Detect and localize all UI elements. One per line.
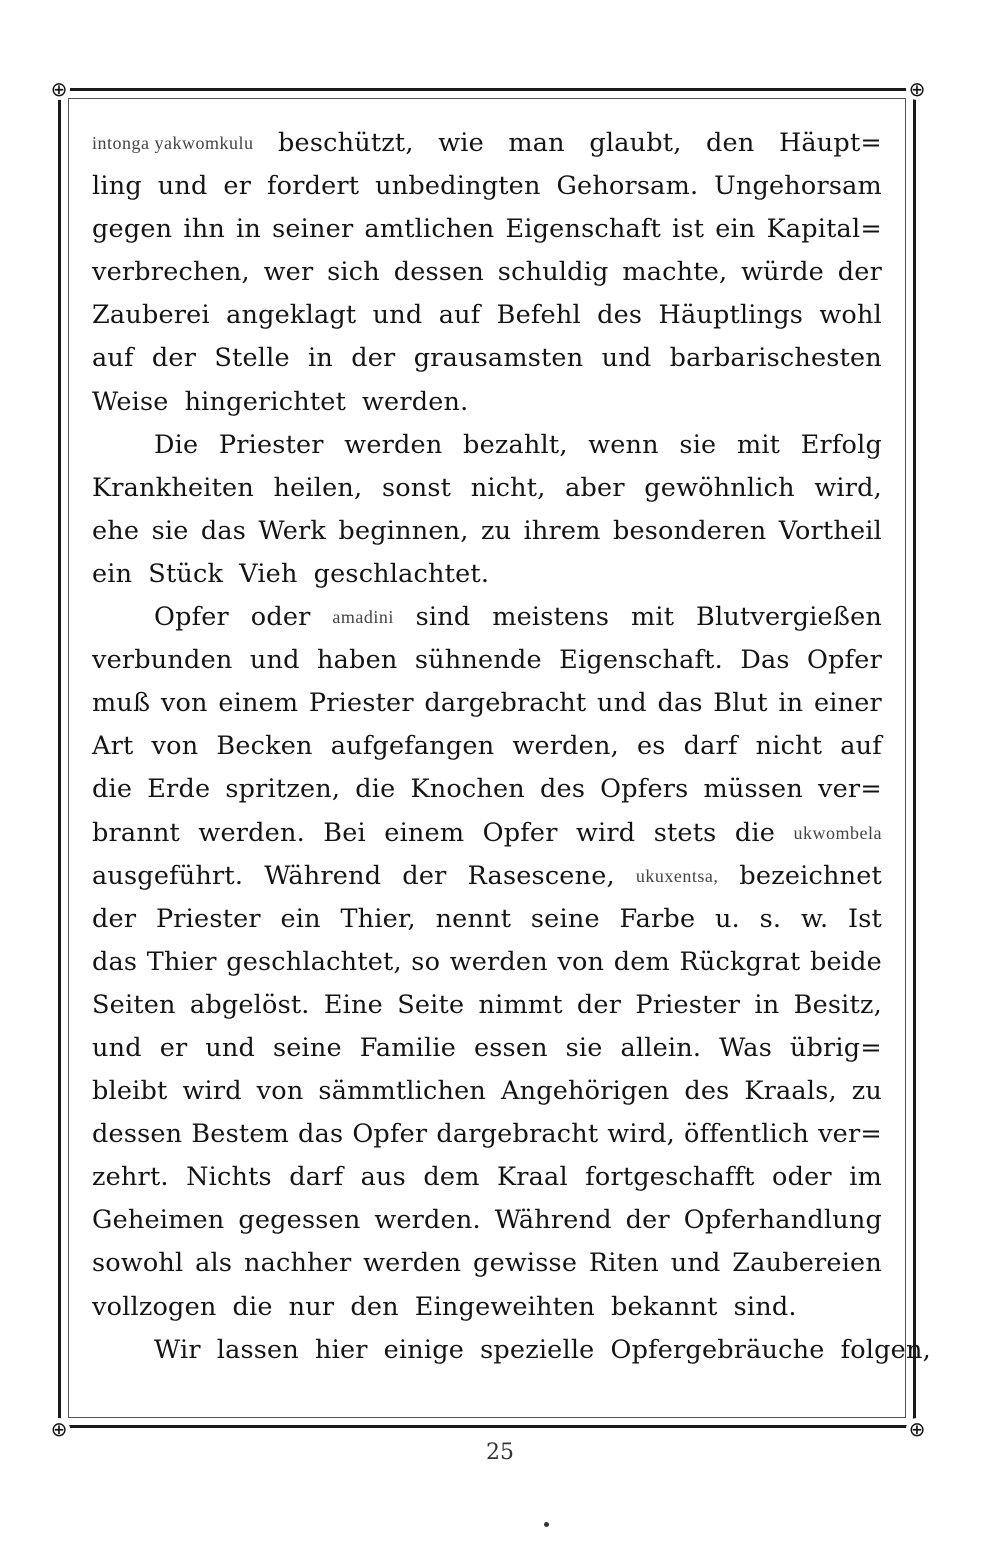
word: Erfolg [800,429,882,460]
word: dargebracht [424,688,587,719]
word: müssen [703,774,803,805]
word: wird, [814,472,882,503]
word: Das [740,645,790,676]
text-line [92,1199,882,1242]
word: stets [653,817,717,848]
text-line [92,768,882,811]
word: haben [317,645,398,676]
text-line [92,251,882,294]
word: Blutvergießen [696,602,882,633]
word: dem [423,1162,480,1193]
word: werden [344,429,443,460]
word: seine [272,1032,342,1063]
word: Opfers [600,774,689,805]
word: Nichts [186,1162,272,1193]
word: Vortheil [778,515,882,546]
word: Besitz, [793,989,882,1020]
word: in [778,688,804,719]
text-line [92,898,882,941]
word: intonga yakwomkulu [92,133,254,153]
word: nimmt [478,989,563,1020]
word: in [236,214,262,245]
word: spezielle [480,1334,595,1365]
word: hier [314,1334,368,1365]
word: Eine [323,989,383,1020]
word: Thier [146,946,217,977]
word: Thier, [340,903,416,934]
word: sind [415,602,471,633]
word: bleibt [92,1076,168,1107]
text-line [92,1329,931,1372]
word: gegessen [238,1205,361,1236]
word: der [402,860,447,891]
corner-ornament-icon: ⊕ [906,1418,928,1440]
word: Eingeweihten [414,1291,596,1322]
word: Ungehorsam [714,171,882,202]
word: geschlachtet. [313,558,490,589]
word: die [92,774,133,805]
word: Priester [635,989,741,1020]
word: oder [772,1162,832,1193]
word: folgen, [840,1334,931,1365]
word: ihn [183,214,225,245]
word: Opfer [482,817,558,848]
word: Kapital= [766,214,882,245]
word: öffentlich [684,1119,810,1150]
word: das [200,515,247,546]
word: auf [840,731,882,762]
text-line [92,553,882,596]
word: zehrt. [92,1162,169,1193]
word: die [734,817,776,848]
word: ling [92,171,142,202]
word: wird, [607,1119,675,1150]
word: und [601,343,652,374]
word: Erde [147,774,211,805]
word: es [636,731,666,762]
word: verbrechen, [92,257,250,288]
word: in [308,343,333,374]
word: amtlichen [364,214,495,245]
word: sämmtlichen [318,1076,487,1107]
word: allein. [620,1032,702,1063]
word: wenn [588,429,659,460]
word: gewöhnlich [644,472,795,503]
word: aber [565,472,625,503]
word: Riten [588,1248,659,1279]
word: ver= [818,1119,882,1150]
text-line [92,855,882,898]
word: nicht [755,731,823,762]
word: heilen, [273,472,363,503]
word: zu [851,1076,882,1107]
word: gegen [92,214,173,245]
word: von [151,731,199,762]
word: Opfer [352,1119,428,1150]
word: hingerichtet [184,386,347,417]
word: s. [759,903,782,934]
word: ukuxentsa, [635,865,719,886]
word: Priester [218,429,324,460]
text-line [92,337,882,380]
word: Stück [148,558,224,589]
word: Rasescene, [467,860,615,891]
word: seiner [272,214,354,245]
word: sind. [733,1291,797,1322]
word: bezeichnet [739,860,882,891]
word: spritzen, [225,774,341,805]
word: und [92,1032,142,1063]
word: der [351,343,396,374]
word: Eigenschaft [505,214,661,245]
word: fordert [267,171,360,202]
word: wird [182,1076,242,1107]
word: den [350,1291,399,1322]
word: der [625,1205,670,1236]
word: nicht, [470,472,546,503]
word: dargebracht [436,1119,599,1150]
word: Opfer [154,602,229,633]
word: auf [438,300,481,331]
text-line [92,984,882,1027]
text-line [92,1242,882,1285]
text-line [92,682,882,725]
word: fortgeschafft [585,1162,755,1193]
word: Häuptlings [658,300,804,331]
word: ihrem [523,515,601,546]
word: der [576,989,622,1020]
word: und [157,171,208,202]
word: aus [360,1162,406,1193]
word: und [597,688,647,719]
word: machte, [622,257,728,288]
text-line [92,165,882,208]
word: schuldig [497,257,609,288]
word: Während [264,860,382,891]
word: Bei [323,817,366,848]
word: Blut [713,688,768,719]
word: Während [494,1205,612,1236]
word: barbarischesten [669,343,882,374]
word: des [597,300,643,331]
word: Weise [92,386,169,417]
text-line [92,294,882,337]
word: darf [289,1162,344,1193]
word: sowohl [92,1248,184,1279]
word: ukwombela [793,822,882,843]
word: des [540,774,586,805]
word: Zaubereien [732,1248,882,1279]
word: Rückgrat [679,946,801,977]
word: vollzogen [92,1291,217,1322]
word: Priester [308,688,414,719]
word: sie [565,1032,603,1063]
word: muß [92,688,151,719]
word: sich [327,257,380,288]
word: angeklagt [226,300,357,331]
word: der [92,903,137,934]
word: Werk [258,515,327,546]
word: Priester [155,903,261,934]
word: er [159,1032,188,1063]
word: dessen [92,1119,183,1150]
word: wird [576,817,636,848]
word: auf [92,343,134,374]
word: Krankheiten [92,472,254,503]
word: grausamsten [413,343,584,374]
word: einige [383,1334,465,1365]
word: unbedingten [375,171,541,202]
word: beide [809,946,882,977]
word: und [372,300,423,331]
page-number: 25 [486,1440,514,1465]
word: der [151,343,197,374]
word: sie [679,429,717,460]
word: werden [449,946,548,977]
word: so [411,946,441,977]
word: bezahlt, [463,429,568,460]
word: gewisse [473,1248,578,1279]
word: Opfergebräuche [610,1334,825,1365]
word: im [849,1162,882,1193]
word: nachher [243,1248,352,1279]
text-line [92,122,882,165]
word: die [232,1291,273,1322]
word: dessen [393,257,484,288]
word: darf [683,731,738,762]
text-line [92,208,882,251]
word: in [754,989,780,1020]
text-line [92,812,882,855]
word: Seiten [92,989,176,1020]
word: das [298,1119,344,1150]
word: das [657,688,703,719]
word: von [557,946,605,977]
word: nennt [435,903,512,934]
corner-ornament-icon: ⊕ [906,78,928,100]
text-line [92,1027,882,1070]
text-line [92,941,882,984]
word: oder [250,602,311,633]
word: ein [92,558,133,589]
word: Geheimen [92,1205,225,1236]
word: beschützt, [278,128,414,158]
text-line [92,1156,882,1199]
word: ein [715,214,756,245]
word: aufgefangen [330,731,495,762]
word: ver= [818,774,882,805]
word: von [160,688,208,719]
word: w. [800,903,829,934]
word: von [256,1076,304,1107]
word: Ist [847,903,882,934]
word: wohl [819,300,882,331]
word: mit [736,429,781,460]
word: geschlachtet, [226,946,402,977]
text-line [92,596,882,639]
word: Farbe [619,903,696,934]
word: meistens [492,602,610,633]
word: ein [280,903,321,934]
text-line [92,1286,882,1329]
text-line [92,1113,882,1156]
text-line [92,510,882,553]
word: abgelöst. [189,989,310,1020]
text-line [92,639,882,682]
word: ausgeführt. [92,860,244,891]
word: dem [613,946,670,977]
word: werden. [362,386,469,417]
text-line [92,467,882,510]
word: Die [154,429,199,460]
word: zu [480,515,512,546]
text-line [92,381,882,424]
word: Knochen [410,774,525,805]
word: und [205,1032,256,1063]
word: u. [714,903,740,934]
word: Stelle [214,343,290,374]
word: der [837,257,882,288]
word: werden. [374,1205,481,1236]
word: ehe [92,515,140,546]
word: glaubt, [589,128,682,158]
word: des [684,1076,730,1107]
word: die [355,774,396,805]
word: wer [263,257,314,288]
word: wie [438,128,484,158]
word: Kraal [497,1162,568,1193]
word: einer [813,688,882,719]
word: besonderen [612,515,767,546]
body-text [92,122,931,1372]
text-line [92,424,882,467]
word: Wir [154,1334,201,1365]
word: Art [92,731,134,762]
word: Opferhandlung [683,1205,882,1236]
word: werden, [512,731,619,762]
word: amadini [332,607,394,628]
word: Eigenschaft. [559,645,723,676]
word: den [706,128,755,158]
word: Zauberei [92,300,210,331]
word: und [249,645,300,676]
word: Bestem [191,1119,289,1150]
word: und [670,1248,721,1279]
word: bekannt [611,1291,718,1322]
word: Familie [359,1032,457,1063]
word: Häupt= [778,128,882,158]
word: sühnende [414,645,542,676]
word: brannt [92,817,181,848]
word: Befehl [496,300,581,331]
ink-speck [544,1522,549,1527]
word: verbunden [92,645,233,676]
word: seine [530,903,600,934]
word: mit [631,602,675,633]
word: einem [218,688,299,719]
word: essen [473,1032,548,1063]
word: Angehörigen [500,1076,670,1107]
word: Was [719,1032,772,1063]
word: nur [288,1291,335,1322]
word: als [195,1248,233,1279]
word: ist [672,214,705,245]
word: Kraals, [744,1076,837,1107]
corner-ornament-icon: ⊕ [48,1418,70,1440]
word: übrig= [789,1032,882,1063]
text-line [92,725,882,768]
word: werden. [198,817,305,848]
text-line [92,1070,882,1113]
word: Opfer [807,645,882,676]
word: sonst [381,472,452,503]
word: sie [151,515,189,546]
word: beginnen, [338,515,469,546]
word: man [508,128,565,158]
word: Gehorsam. [556,171,699,202]
word: Becken [216,731,313,762]
corner-ornament-icon: ⊕ [48,78,70,100]
word: würde [741,257,824,288]
word: Vieh [239,558,298,589]
word: er [223,171,252,202]
word: Seite [397,989,465,1020]
word: lassen [216,1334,299,1365]
word: werden [363,1248,462,1279]
word: das [92,946,138,977]
word: einem [384,817,465,848]
